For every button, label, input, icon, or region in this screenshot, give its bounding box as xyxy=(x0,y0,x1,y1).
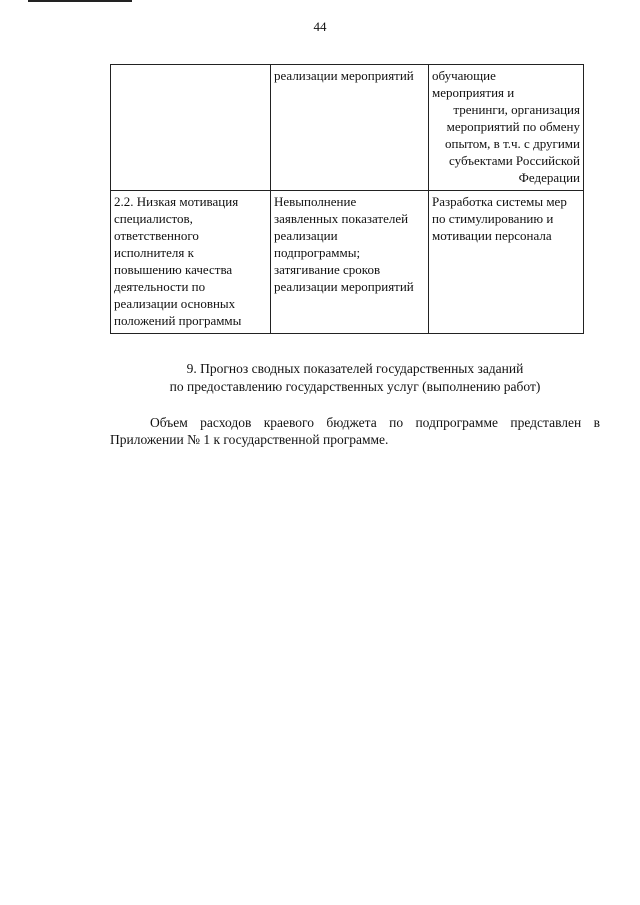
cell-line: по стимулированию и xyxy=(432,211,554,226)
cell-line: Разработка системы мер xyxy=(432,194,567,209)
cell-line: специалистов, xyxy=(114,211,193,226)
cell-line: положений программы xyxy=(114,313,242,328)
paragraph-line: Объем расходов краевого бюджета по подпрограмме представлен в xyxy=(150,415,600,430)
cell-line: деятельности по xyxy=(114,279,206,294)
cell-line: ответственного xyxy=(114,228,199,243)
body-paragraph xyxy=(110,414,600,448)
cell-line: обучающие xyxy=(432,68,496,83)
cell-line: субъектами Российской xyxy=(449,153,580,168)
cell-line: мероприятия и xyxy=(432,85,515,100)
cell-line: исполнителя к xyxy=(114,245,194,260)
cell-line: реализации мероприятий xyxy=(274,68,414,83)
table-cell-consequence xyxy=(271,191,429,334)
table-row xyxy=(111,65,584,191)
cell-line: подпрограммы; xyxy=(274,245,361,260)
cell-line: реализации xyxy=(274,228,338,243)
cell-line: заявленных показателей xyxy=(274,211,409,226)
section-heading xyxy=(110,360,600,396)
risk-table-body xyxy=(111,65,584,334)
cell-line: мероприятий по обмену xyxy=(446,119,580,134)
table-cell-measure xyxy=(429,191,584,334)
paragraph-line: Приложении № 1 к государственной программе. xyxy=(110,432,389,447)
cell-line: повышению качества xyxy=(114,262,233,277)
cell-line: 2.2. Низкая мотивация xyxy=(114,194,239,209)
cell-line: опытом, в т.ч. с другими xyxy=(445,136,580,151)
page-number: 44 xyxy=(313,19,327,34)
section-heading-line: по предоставлению государственных услуг (выполнению работ) xyxy=(169,379,541,394)
cell-line: мотивации персонала xyxy=(432,228,552,243)
cell-line: затягивание сроков xyxy=(274,262,381,277)
section-heading-line: 9. Прогноз сводных показателей государственных заданий xyxy=(186,361,524,376)
top-corner-rule xyxy=(28,0,132,2)
table-cell-consequence xyxy=(271,65,429,191)
table-cell-risk xyxy=(111,191,271,334)
cell-line: тренинги, организация xyxy=(453,102,580,117)
table-cell-measure xyxy=(429,65,584,191)
cell-line: реализации мероприятий xyxy=(274,279,414,294)
table-cell-risk xyxy=(111,65,271,191)
cell-line: Невыполнение xyxy=(274,194,357,209)
cell-line: реализации основных xyxy=(114,296,236,311)
risk-table xyxy=(110,64,584,334)
cell-line: Федерации xyxy=(518,170,580,185)
table-row xyxy=(111,191,584,334)
